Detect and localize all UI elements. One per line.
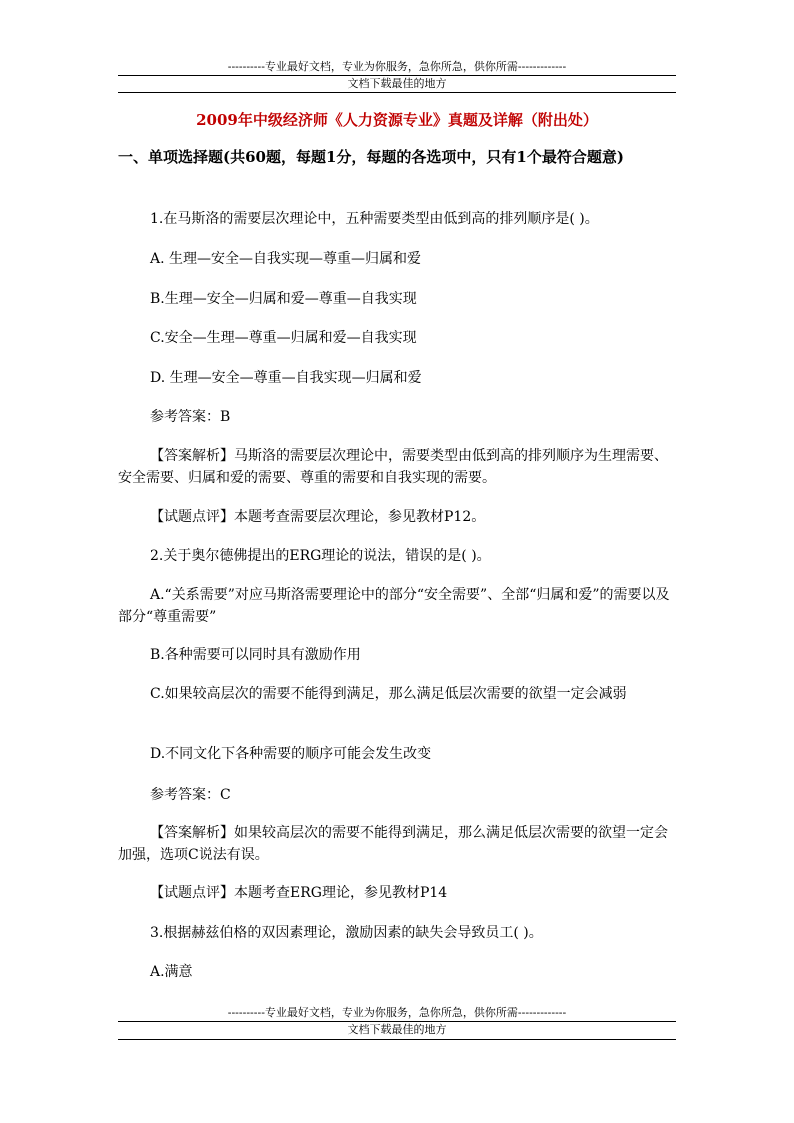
q3-option-a: A.满意 bbox=[150, 964, 193, 980]
q1-analysis: 【答案解析】马斯洛的需要层次理论中，需要类型由低到高的排列顺序为生理需要、安全需要、归属和爱的需要、尊重的需要和自我实现的需要。 bbox=[118, 448, 668, 486]
q1-option-c: C.安全—生理—尊重—归属和爱—自我实现 bbox=[150, 330, 417, 346]
header-site-tagline: 文档下载最佳的地方 bbox=[347, 77, 447, 90]
q2-option-b: B.各种需要可以同时具有激励作用 bbox=[150, 647, 361, 663]
q1-option-b: B.生理—安全—归属和爱—尊重—自我实现 bbox=[150, 291, 417, 307]
footer-rule-top bbox=[118, 1021, 676, 1022]
footer-site-tagline: 文档下载最佳的地方 bbox=[347, 1023, 447, 1036]
footer-slogan: ----------专业最好文档，专业为你服务，急你所急，供你所需------------- bbox=[227, 1006, 567, 1019]
q2-option-d: D.不同文化下各种需要的顺序可能会发生改变 bbox=[150, 746, 432, 762]
q1-option-a: A. 生理—安全—自我实现—尊重—归属和爱 bbox=[150, 251, 422, 267]
document-title: 2009年中级经济师《人力资源专业》真题及详解（附出处） bbox=[196, 111, 598, 129]
q2-stem: 2.关于奥尔德佛提出的ERG理论的说法，错误的是( )。 bbox=[150, 548, 491, 564]
q2-option-c: C.如果较高层次的需要不能得到满足，那么满足低层次需要的欲望一定会减弱 bbox=[150, 686, 627, 702]
q2-answer: 参考答案：C bbox=[150, 787, 231, 803]
q1-comment: 【试题点评】本题考查需要层次理论，参见教材P12。 bbox=[150, 509, 486, 525]
q2-comment: 【试题点评】本题考查ERG理论，参见教材P14 bbox=[150, 885, 448, 901]
q2-option-a: A.“关系需要”对应马斯洛需要理论中的部分“安全需要”、全部“归属和爱”的需要以及部分“尊重需要” bbox=[118, 587, 670, 625]
section-heading: 一、单项选择题(共60题，每题1分，每题的各选项中，只有1个最符合题意) bbox=[118, 148, 624, 166]
header-rule-top bbox=[118, 75, 676, 76]
q2-analysis: 【答案解析】如果较高层次的需要不能得到满足，那么满足低层次需要的欲望一定会加强，选项C说法有误。 bbox=[118, 825, 668, 863]
footer-rule-bottom bbox=[118, 1039, 676, 1040]
header-slogan: ----------专业最好文档，专业为你服务，急你所急，供你所需------------- bbox=[227, 60, 567, 73]
q1-option-d: D. 生理—安全—尊重—自我实现—归属和爱 bbox=[150, 370, 422, 386]
header-rule-bottom bbox=[118, 92, 676, 93]
q3-stem: 3.根据赫兹伯格的双因素理论，激励因素的缺失会导致员工( )。 bbox=[150, 925, 543, 941]
q1-answer: 参考答案：B bbox=[150, 409, 231, 425]
q1-stem: 1.在马斯洛的需要层次理论中，五种需要类型由低到高的排列顺序是( )。 bbox=[150, 211, 599, 227]
